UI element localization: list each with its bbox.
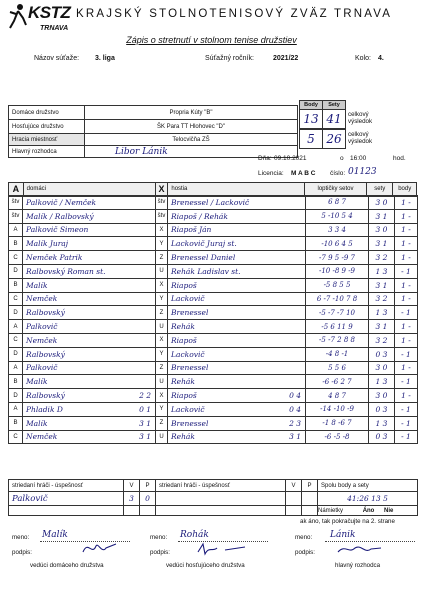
- row-balls: -10 -8 9 -9: [306, 264, 369, 278]
- row-points: - 1: [395, 264, 418, 278]
- match-row: [9, 416, 418, 430]
- row-away-player: [168, 430, 306, 444]
- grid-x-letter: X: [155, 183, 168, 197]
- row-away-code: Z: [156, 306, 168, 320]
- row-away-name: Brenessel / Lackovič: [171, 197, 250, 207]
- subs-home-p: 0: [140, 492, 156, 506]
- row-away-code: Z: [156, 251, 168, 265]
- row-sets: 3 1: [369, 278, 395, 292]
- row-away-code: Y: [156, 347, 168, 361]
- row-home-player: [23, 292, 156, 306]
- away-caption: vedúci hosťujúceho družstva: [166, 562, 245, 569]
- row-away-subscore: 0 4: [289, 391, 301, 401]
- row-points: 1 -: [395, 209, 418, 223]
- match-grid: [8, 195, 418, 444]
- row-home-name: Malík: [26, 377, 48, 387]
- row-home-player: [23, 430, 156, 444]
- row-home-code: B: [9, 375, 23, 389]
- logo-trnava: TRNAVA: [40, 25, 69, 32]
- row-away-player: [168, 209, 306, 223]
- row-away-name: Lackovič: [171, 404, 205, 414]
- row-home-name: Malík Juraj: [26, 239, 69, 249]
- row-home-player: [23, 416, 156, 430]
- match-row: [9, 278, 418, 292]
- license-num-label: číslo:: [330, 170, 346, 177]
- row-points: - 1: [395, 430, 418, 444]
- grid-x-label: hostia: [168, 183, 305, 197]
- row-home-player: [23, 196, 156, 210]
- home-sets: 41: [322, 109, 346, 129]
- row-home-player: [23, 264, 156, 278]
- row-home-player: [23, 251, 156, 265]
- row-home-name: Ralbovský: [26, 391, 65, 401]
- row-away-player: [168, 251, 306, 265]
- subs-away-label: striedaní hráči - úspešnosť: [156, 480, 286, 492]
- away-podpis-label: podpis:: [150, 549, 170, 556]
- row-home-code: C: [9, 292, 23, 306]
- row-points: 1 -: [395, 389, 418, 403]
- row-away-code: Y: [156, 402, 168, 416]
- objections-no: Nie: [384, 507, 394, 514]
- season-label: Súťažný ročník:: [205, 55, 254, 62]
- row-away-code: U: [156, 264, 168, 278]
- match-row: [9, 251, 418, 265]
- row-home-name: Ralbovský Roman st.: [26, 266, 106, 276]
- total-label: Spolu body a sety: [318, 480, 418, 492]
- row-balls: 6 8 7: [306, 196, 369, 210]
- home-caption: vedúci domáceho družstva: [30, 562, 104, 569]
- row-balls: -6 -5 -8: [306, 430, 369, 444]
- row-balls: 5 5 6: [306, 361, 369, 375]
- row-points: 1 -: [395, 292, 418, 306]
- row-home-subscore: 2 2: [139, 391, 151, 401]
- row-away-player: [168, 361, 306, 375]
- home-captain-name: Malík: [42, 530, 68, 540]
- row-home-player: [23, 237, 156, 251]
- row-balls: -5 -7 2 8 8: [306, 333, 369, 347]
- away-meno-label: meno:: [150, 534, 168, 541]
- license-num-value: 01123: [348, 167, 377, 177]
- report-subtitle: Zápis o stretnutí v stolnom tenise družstiev: [126, 35, 297, 45]
- row-sets: 1 3: [369, 306, 395, 320]
- row-away-name: Brenessel: [171, 418, 209, 428]
- org-title: KRAJSKÝ STOLNOTENISOVÝ ZVÄZ TRNAVA: [76, 8, 393, 20]
- away-signature-icon: [195, 540, 250, 558]
- ref-caption: hlavný rozhodca: [335, 562, 381, 569]
- date-label: Dňa:: [258, 155, 272, 162]
- row-home-name: Palkovič / Nemček: [26, 197, 97, 207]
- row-away-code: U: [156, 430, 168, 444]
- row-home-player: [23, 278, 156, 292]
- match-row: [9, 430, 418, 444]
- home-points: 13: [299, 109, 323, 129]
- row-home-code: C: [9, 251, 23, 265]
- row-home-code: D: [9, 389, 23, 403]
- row-away-name: Lackovič Juraj st.: [171, 239, 237, 249]
- home-team-value: Propria Kúty "B": [85, 106, 298, 120]
- away-sets: 26: [322, 129, 346, 149]
- row-away-code: U: [156, 320, 168, 334]
- footer-table: [8, 479, 418, 516]
- row-away-name: Lackovič: [171, 294, 205, 304]
- grid-a-letter: A: [9, 183, 24, 197]
- row-balls: -4 8 -1: [306, 347, 369, 361]
- row-points: 1 -: [395, 320, 418, 334]
- row-home-code: A: [9, 361, 23, 375]
- row-away-player: [168, 306, 306, 320]
- row-sets: 3 1: [369, 237, 395, 251]
- away-meno-line: [178, 541, 268, 542]
- row-away-player: [168, 264, 306, 278]
- row-away-player: [168, 237, 306, 251]
- logo-kstz: KSTZ: [28, 3, 71, 22]
- row-away-player: [168, 333, 306, 347]
- row-away-code: X: [156, 278, 168, 292]
- subs-away-v-header: V: [286, 480, 302, 492]
- continue-note: ak áno, tak pokračujte na 2. strane: [300, 518, 395, 525]
- row-away-name: Lackovič: [171, 349, 205, 359]
- row-away-player: [168, 375, 306, 389]
- row-home-player: [23, 320, 156, 334]
- row-points: 1 -: [395, 278, 418, 292]
- row-points: - 1: [395, 347, 418, 361]
- match-row: [9, 196, 418, 210]
- row-home-player: [23, 209, 156, 223]
- row-sets: 1 3: [369, 416, 395, 430]
- row-away-code: X: [156, 389, 168, 403]
- row-points: - 1: [395, 402, 418, 416]
- row-away-name: Riapoš / Rehák: [171, 211, 228, 221]
- row-balls: 4 8 7: [306, 389, 369, 403]
- row-balls: 5 -10 5 4: [306, 209, 369, 223]
- table-tennis-player-icon: [8, 3, 28, 29]
- away-points: 5: [299, 129, 323, 149]
- match-row: [9, 306, 418, 320]
- row-away-player: [168, 389, 306, 403]
- home-meno-line: [40, 541, 130, 542]
- match-row: [9, 402, 418, 416]
- row-home-subscore: 3 1: [139, 418, 151, 428]
- row-home-subscore: 0 1: [139, 404, 151, 414]
- row-home-name: Malík: [26, 280, 48, 290]
- row-home-code: C: [9, 430, 23, 444]
- row-away-name: Brenessel Daniel: [171, 253, 236, 263]
- match-row: [9, 223, 418, 237]
- row-points: 1 -: [395, 223, 418, 237]
- referee-label: Hlavný rozhodca: [9, 146, 85, 158]
- row-sets: 3 2: [369, 292, 395, 306]
- row-home-code: C: [9, 333, 23, 347]
- subs-home-v-header: V: [124, 480, 140, 492]
- match-row: [9, 237, 418, 251]
- row-home-code: B: [9, 278, 23, 292]
- result-label-home: celkový výsledok: [348, 111, 373, 125]
- row-away-code: Y: [156, 292, 168, 306]
- row-away-name: Rehák: [171, 377, 195, 387]
- row-sets: 1 3: [369, 375, 395, 389]
- sets-header: Sety: [322, 100, 346, 110]
- row-away-subscore: 3 1: [289, 432, 301, 442]
- hod-label: hod.: [393, 155, 406, 162]
- row-sets: 3 0: [369, 389, 395, 403]
- row-away-code: štv: [156, 209, 168, 223]
- row-away-player: [168, 402, 306, 416]
- row-away-name: Riapoš Ján: [171, 225, 212, 235]
- row-away-code: štv: [156, 196, 168, 210]
- row-balls: -10 6 4 5: [306, 237, 369, 251]
- away-captain-name: Rohák: [180, 530, 209, 540]
- row-sets: 3 2: [369, 251, 395, 265]
- row-balls: -5 6 11 9: [306, 320, 369, 334]
- row-home-name: Palkovič: [26, 363, 58, 373]
- match-row: [9, 264, 418, 278]
- row-away-player: [168, 347, 306, 361]
- home-team-label: Domáce družstvo: [9, 106, 85, 120]
- row-away-subscore: 0 4: [289, 404, 301, 414]
- match-row: [9, 333, 418, 347]
- row-balls: -14 -10 -9: [306, 402, 369, 416]
- grid-sets-label: loptičky setov: [304, 183, 366, 197]
- time-sep: o: [340, 155, 344, 162]
- row-balls: -6 -6 2 7: [306, 375, 369, 389]
- away-team-label: Hosťujúce družstvo: [9, 120, 85, 134]
- row-sets: 3 0: [369, 223, 395, 237]
- ref-meno-line: [325, 541, 415, 542]
- round-value: 4.: [378, 55, 384, 62]
- row-sets: 0 3: [369, 347, 395, 361]
- subs-home-label: striedaní hráči - úspešnosť: [9, 480, 124, 492]
- row-away-name: Riapoš: [171, 391, 197, 401]
- row-home-name: Nemček: [26, 294, 58, 304]
- row-points: 1 -: [395, 196, 418, 210]
- row-home-code: B: [9, 416, 23, 430]
- row-home-code: D: [9, 347, 23, 361]
- row-home-player: [23, 347, 156, 361]
- row-home-name: Malík / Ralbovský: [26, 211, 94, 221]
- row-sets: 3 0: [369, 361, 395, 375]
- date-value: 09.10.2021: [274, 155, 307, 162]
- row-away-code: Z: [156, 361, 168, 375]
- objections-yes: Áno: [362, 507, 375, 514]
- home-meno-label: meno:: [12, 534, 30, 541]
- row-points: 1 -: [395, 237, 418, 251]
- season-value: 2021/22: [273, 55, 299, 62]
- row-home-player: [23, 402, 156, 416]
- row-away-code: X: [156, 333, 168, 347]
- row-home-name: Nemček: [26, 432, 58, 442]
- total-value: 41:26 13 5: [318, 492, 418, 506]
- match-row: [9, 389, 418, 403]
- competition-value: 3. liga: [95, 55, 115, 62]
- row-home-code: A: [9, 402, 23, 416]
- ref-podpis-label: podpis:: [295, 549, 315, 556]
- row-home-player: [23, 361, 156, 375]
- row-away-player: [168, 196, 306, 210]
- row-away-player: [168, 292, 306, 306]
- row-away-code: Z: [156, 416, 168, 430]
- row-home-code: štv: [9, 196, 23, 210]
- row-home-code: A: [9, 223, 23, 237]
- subs-home-p-header: P: [140, 480, 156, 492]
- row-home-name: Ralbovský: [26, 308, 65, 318]
- round-label: Kolo:: [355, 55, 371, 62]
- teams-table: [8, 105, 298, 158]
- ref-name: Lánik: [330, 530, 356, 540]
- row-away-name: Rehák: [171, 322, 195, 332]
- home-podpis-label: podpis:: [12, 549, 32, 556]
- row-balls: 6 -7 -10 7 8: [306, 292, 369, 306]
- subs-home-v: 3: [124, 492, 140, 506]
- license-classes: M A B C: [291, 170, 316, 177]
- referee-value: Libor Lánik: [85, 146, 298, 158]
- row-away-name: Brenessel: [171, 308, 209, 318]
- row-away-player: [168, 278, 306, 292]
- competition-label: Názov súťaže:: [34, 55, 80, 62]
- points-header: Body: [299, 100, 323, 110]
- subs-away-p-header: P: [302, 480, 318, 492]
- grid-a-label: domáci: [23, 183, 155, 197]
- row-home-name: Phladik D: [26, 404, 63, 414]
- row-away-player: [168, 223, 306, 237]
- row-sets: 3 1: [369, 209, 395, 223]
- row-sets: 3 2: [369, 333, 395, 347]
- match-row: [9, 361, 418, 375]
- row-away-name: Rehák: [171, 432, 195, 442]
- match-row: [9, 292, 418, 306]
- subs-home-name: Palkovič: [9, 492, 124, 506]
- row-sets: 3 1: [369, 320, 395, 334]
- venue-value: Telocvičňa ZŠ: [85, 134, 298, 146]
- ref-signature-icon: [335, 540, 385, 558]
- row-away-name: Riapoš: [171, 280, 197, 290]
- row-home-name: Ralbovský: [26, 349, 65, 359]
- row-home-name: Nemček Patrik: [26, 253, 83, 263]
- row-balls: -7 9 5 -9 7: [306, 251, 369, 265]
- match-row: [9, 320, 418, 334]
- row-balls: 3 3 4: [306, 223, 369, 237]
- row-home-player: [23, 375, 156, 389]
- row-home-code: A: [9, 320, 23, 334]
- row-home-player: [23, 306, 156, 320]
- license-label: Licencia:: [258, 170, 284, 177]
- row-home-code: D: [9, 264, 23, 278]
- row-home-name: Malík: [26, 418, 48, 428]
- row-balls: -5 8 5 5: [306, 278, 369, 292]
- row-away-player: [168, 320, 306, 334]
- grid-body-label: body: [393, 183, 417, 197]
- row-home-name: Palkovič Simeon: [26, 225, 89, 235]
- ref-meno-label: meno:: [295, 534, 313, 541]
- row-away-name: Rehák Ladislav st.: [171, 266, 241, 276]
- venue-label: Hracia miestnosť: [9, 134, 85, 146]
- row-away-subscore: 2 3: [289, 418, 301, 428]
- time-value: 16:00: [350, 155, 367, 162]
- row-away-code: U: [156, 375, 168, 389]
- result-label-away: celkový výsledok: [348, 131, 373, 145]
- row-home-code: B: [9, 237, 23, 251]
- objections-row: [318, 506, 418, 516]
- row-sets: 3 0: [369, 196, 395, 210]
- match-row: [9, 209, 418, 223]
- row-points: - 1: [395, 416, 418, 430]
- row-balls: -5 -7 -7 10: [306, 306, 369, 320]
- row-home-name: Nemček: [26, 335, 58, 345]
- row-sets: 0 3: [369, 402, 395, 416]
- objections-label: Námietky: [318, 507, 344, 514]
- row-home-name: Palkovič: [26, 322, 58, 332]
- row-points: 1 -: [395, 361, 418, 375]
- row-sets: 0 3: [369, 430, 395, 444]
- row-home-code: D: [9, 306, 23, 320]
- row-home-player: [23, 223, 156, 237]
- row-sets: 1 3: [369, 264, 395, 278]
- away-team-value: ŠK Para TT Hlohovec "D": [85, 120, 298, 134]
- row-home-player: [23, 389, 156, 403]
- row-away-name: Riapoš: [171, 335, 197, 345]
- row-points: - 1: [395, 375, 418, 389]
- row-home-code: štv: [9, 209, 23, 223]
- row-home-subscore: 3 1: [139, 432, 151, 442]
- row-away-code: X: [156, 223, 168, 237]
- row-home-player: [23, 333, 156, 347]
- row-points: 1 -: [395, 251, 418, 265]
- row-away-name: Brenessel: [171, 363, 209, 373]
- grid-sety-label: sety: [367, 183, 393, 197]
- row-points: - 1: [395, 306, 418, 320]
- row-away-player: [168, 416, 306, 430]
- match-row: [9, 347, 418, 361]
- match-row: [9, 375, 418, 389]
- row-away-code: Y: [156, 237, 168, 251]
- row-balls: -1 8 -6 7: [306, 416, 369, 430]
- row-points: 1 -: [395, 333, 418, 347]
